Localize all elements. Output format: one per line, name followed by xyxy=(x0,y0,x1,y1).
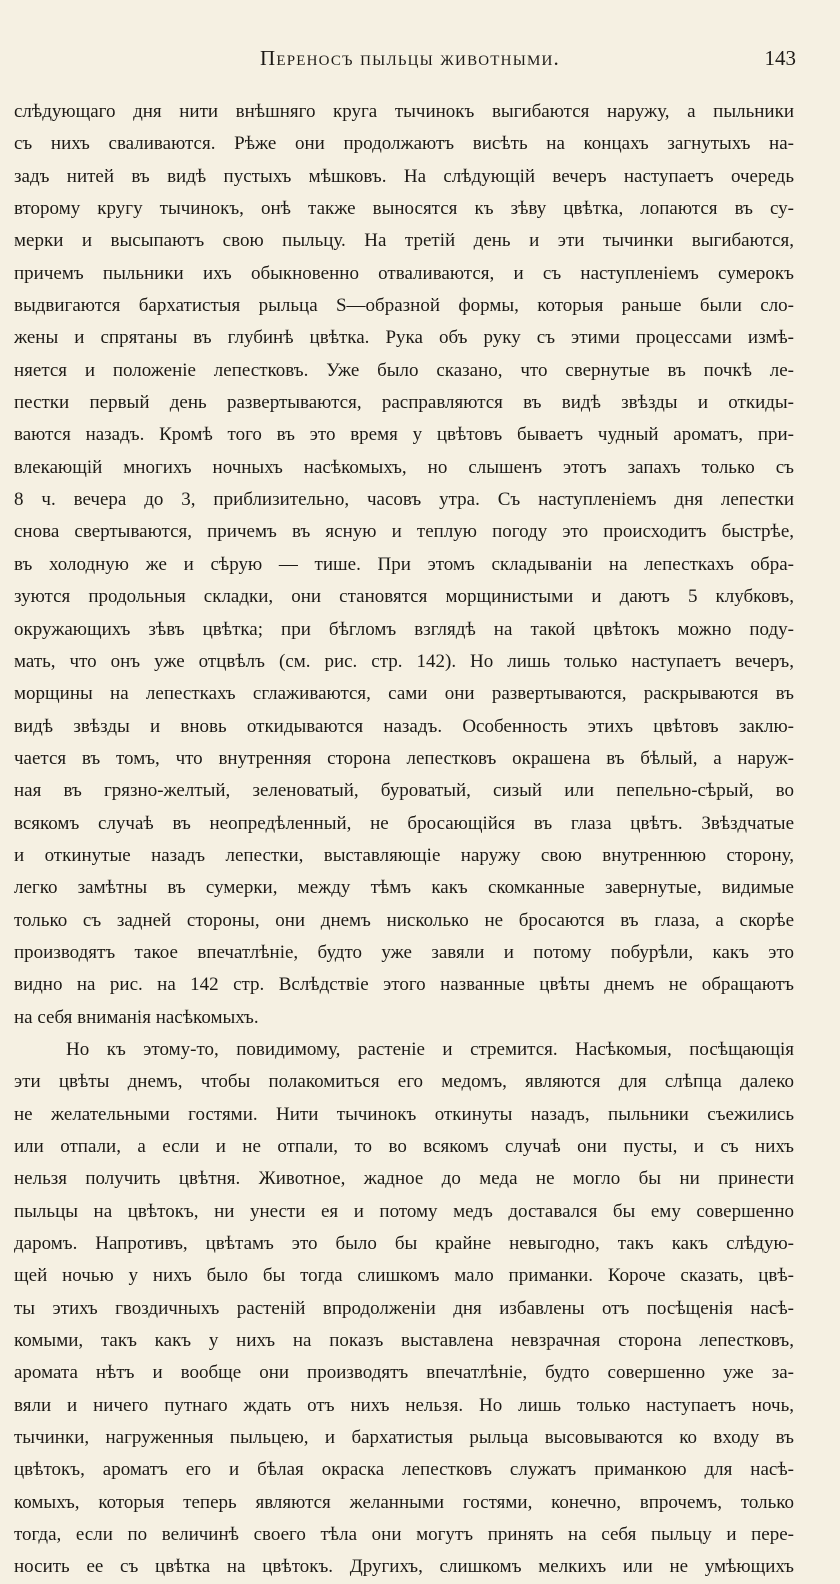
text-line: легко замѣтны въ сумерки, между тѣмъ какъ скомканные завернутые, видимые xyxy=(14,877,794,899)
text-line: вяли и ничего путнаго ждать отъ нихъ нельзя. Но лишь только наступаетъ ночь, xyxy=(14,1394,794,1416)
text-line: тогда, если по величинѣ своего тѣла они могутъ принять на себя пыльцу и пере- xyxy=(14,1524,794,1546)
text-line: мать, что онъ уже отцвѣлъ (см. рис. стр. 142). Но лишь только наступаетъ вечеръ, xyxy=(14,650,794,672)
text-line: не желательными гостями. Нити тычинокъ откинуты назадъ, пыльники съежились xyxy=(14,1103,794,1125)
text-line: щей ночью у нихъ было бы тогда слишкомъ мало приманки. Короче сказать, цвѣ- xyxy=(14,1265,794,1287)
text-line: цвѣтокъ, ароматъ его и бѣлая окраска лепестковъ служатъ приманкою для насѣ- xyxy=(14,1459,794,1481)
text-line: въ холодную же и сѣрую — тише. При этомъ складываніи на лепесткахъ обра- xyxy=(14,553,794,575)
text-line: всякомъ случаѣ въ неопредѣленный, не бросающійся въ глаза цвѣтъ. Звѣздчатые xyxy=(14,812,794,834)
text-line: второму кругу тычинокъ, онѣ также выносятся къ зѣву цвѣтка, лопаются въ су- xyxy=(14,198,794,220)
text-line: влекающій многихъ ночныхъ насѣкомыхъ, но слышенъ этотъ запахъ только съ xyxy=(14,456,794,478)
text-line: видно на рис. на 142 стр. Вслѣдствіе этого названные цвѣты днемъ не обращаютъ xyxy=(14,974,794,996)
page-header xyxy=(0,42,840,78)
text-line: мерки и высыпаютъ свою пыльцу. На третій день и эти тычинки выгибаются, xyxy=(14,230,794,252)
text-line: жены и спрятаны въ глубинѣ цвѣтка. Рука объ руку съ этими процессами измѣ- xyxy=(14,327,794,349)
text-line: 8 ч. вечера до 3, приблизительно, часовъ утра. Съ наступленіемъ дня лепестки xyxy=(14,489,794,511)
text-line: зуются продольныя складки, они становятся морщинистыми и даютъ 5 клубковъ, xyxy=(14,586,794,608)
text-line: или отпали, а если и не отпали, то во всякомъ случаѣ они пусты, и съ нихъ xyxy=(14,1136,794,1157)
text-line: видѣ звѣзды и вновь откидываются назадъ. Особенность этихъ цвѣтовъ заклю- xyxy=(14,715,794,737)
text-line: производятъ такое впечатлѣніе, будто уже завяли и потому побурѣли, какъ это xyxy=(14,941,794,963)
text-line: окружающихъ зѣвъ цвѣтка; при бѣгломъ взглядѣ на такой цвѣтокъ можно поду- xyxy=(14,618,794,640)
text-line: чается въ томъ, что внутренняя сторона лепестковъ окрашена въ бѣлый, а наруж- xyxy=(14,747,794,769)
text-line: ная въ грязно-желтый, зеленоватый, буроватый, сизый или пепельно-сѣрый, во xyxy=(14,780,794,802)
text-line: причемъ пыльники ихъ обыкновенно отваливаются, и съ наступленіемъ сумерокъ xyxy=(14,262,794,284)
running-title: Переносъ пыльцы животными. xyxy=(260,46,560,70)
page-number: 143 xyxy=(764,46,796,70)
text-line: эти цвѣты днемъ, чтобы полакомиться его медомъ, являются для слѣпца далеко xyxy=(14,1071,794,1093)
text-line: морщины на лепесткахъ сглаживаются, сами они развертываются, раскрываются въ xyxy=(14,683,794,705)
text-line: задъ нитей въ видѣ пустыхъ мѣшковъ. На слѣдующій вечеръ наступаетъ очередь xyxy=(14,165,794,187)
text-line: на себя вниманія насѣкомыхъ. xyxy=(14,1006,259,1028)
text-line: пыльцы на цвѣтокъ, ни унести ея и потому медъ доставался бы ему совершенно xyxy=(14,1200,794,1222)
text-line: выдвигаются бархатистыя рыльца S—образной формы, которыя раньше были сло- xyxy=(14,295,794,317)
text-line: нельзя получить цвѣтня. Животное, жадное до меда не могло бы ни принести xyxy=(14,1168,794,1190)
text-line: тычинки, нагруженныя пыльцею, и бархатистыя рыльца высовываются ко входу въ xyxy=(14,1427,794,1449)
text-line: пестки первый день развертываются, расправляются въ видѣ звѣзды и откиды- xyxy=(14,392,794,414)
text-line: съ нихъ сваливаются. Рѣже они продолжаютъ висѣть на концахъ загнутыхъ на- xyxy=(14,133,794,155)
text-line: слѣдующаго дня нити внѣшняго круга тычинокъ выгибаются наружу, а пыльники xyxy=(14,101,794,122)
text-line: снова свертываются, причемъ въ ясную и теплую погоду это происходитъ быстрѣе, xyxy=(14,521,794,543)
text-line: аромата нѣтъ и вообще они производятъ впечатлѣніе, будто совершенно уже за- xyxy=(14,1362,794,1384)
text-line: ты этихъ гвоздичныхъ растеній впродолженіи дня избавлены отъ посѣщенія насѣ- xyxy=(14,1297,794,1319)
text-line: Но къ этому-то, повидимому, растеніе и стремится. Насѣкомыя, посѣщающія xyxy=(66,1038,794,1060)
text-line: комыми, такъ какъ у нихъ на показъ выставлена невзрачная сторона лепестковъ, xyxy=(14,1330,794,1352)
text-line: носить ее съ цвѣтка на цвѣтокъ. Другихъ, слишкомъ мелкихъ или не умѣющихъ xyxy=(14,1556,794,1578)
text-line: даромъ. Напротивъ, цвѣтамъ это было бы крайне невыгодно, такъ какъ слѣдую- xyxy=(14,1233,794,1255)
text-line: комыхъ, которыя теперь являются желанными гостями, конечно, впрочемъ, только xyxy=(14,1491,794,1513)
body-text xyxy=(14,96,794,1584)
text-line: няется и положеніе лепестковъ. Уже было сказано, что свернутые въ почкѣ ле- xyxy=(14,359,794,381)
text-line: ваются назадъ. Кромѣ того въ это время у цвѣтовъ бываетъ чудный ароматъ, при- xyxy=(14,424,794,446)
text-line: только съ задней стороны, они днемъ нисколько не бросаются въ глаза, а скорѣе xyxy=(14,909,794,931)
text-line: и откинутые назадъ лепестки, выставляющіе наружу свою внутреннюю сторону, xyxy=(14,844,794,866)
